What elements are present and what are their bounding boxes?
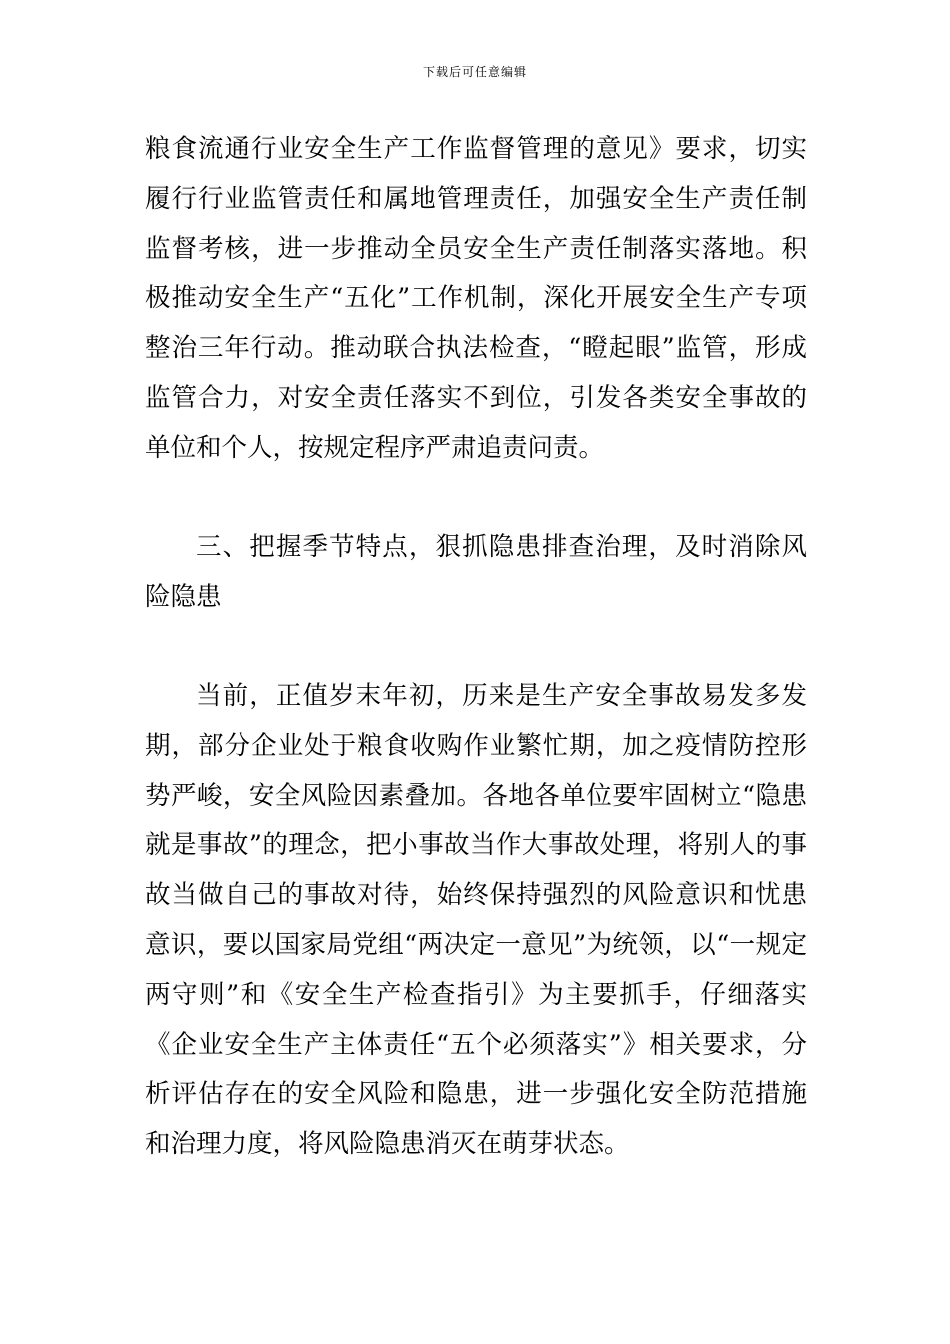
- section-heading-three: 三、把握季节特点，狠抓隐患排查治理，及时消除风险隐患: [145, 532, 807, 612]
- paragraph-hazard-inspection: 当前，正值岁末年初，历来是生产安全事故易发多发期，部分企业处于粮食收购作业繁忙期，加之疫情防控形势严峻，安全风险因素叠加。各地各单位要牢固树立“隐患就是事故”的理念，把小事故当作大事故处理，将别人的事故当做自己的事故对待，始终保持强烈的风险意识和忧患意识，要以国家局党组“两决定一意见”为统领，以“一规定两守则”和《安全生产检查指引》为主要抓手，仔细落实《企业安全生产主体责任“五个必须落实”》相关要求，分析评估存在的安全风险和隐患，进一步强化安全防范措施和治理力度，将风险隐患消灭在萌芽状态。: [145, 681, 807, 1160]
- header-note: 下载后可任意编辑: [422, 65, 527, 79]
- paragraph-responsibility: 粮食流通行业安全生产工作监督管理的意见》要求，切实履行行业监管责任和属地管理责任，加强安全生产责任制监督考核，进一步推动全员安全生产责任制落实落地。积极推动安全生产“五化”工作机制，深化开展安全生产专项整治三年行动。推动联合执法检查，“瞪起眼”监管，形成监管合力，对安全责任落实不到位，引发各类安全事故的单位和个人，按规定程序严肃追责问责。: [145, 134, 807, 463]
